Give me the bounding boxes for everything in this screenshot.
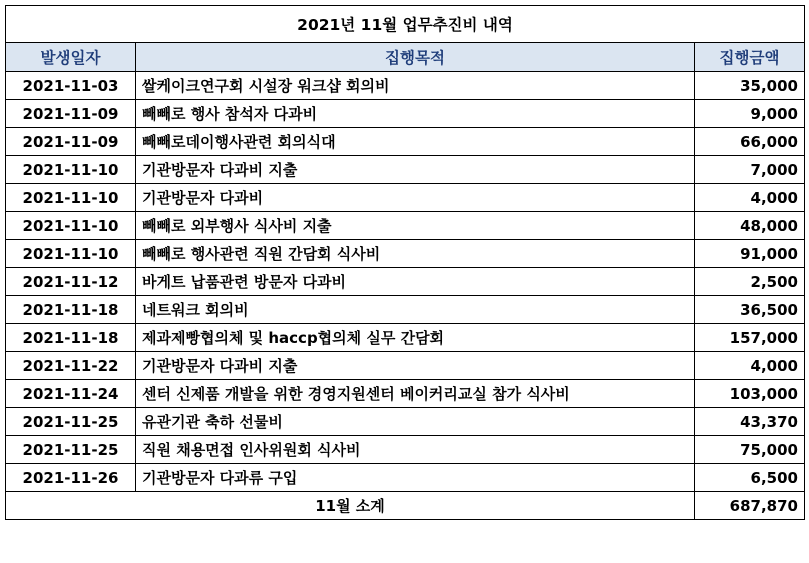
table-row	[6, 324, 805, 352]
cell-amount: 4,000	[695, 352, 805, 380]
cell-date: 2021-11-09	[6, 128, 136, 156]
total-label: 11월 소계	[6, 492, 695, 520]
header-amount: 집행금액	[695, 43, 805, 72]
cell-purpose: 바게트 납품관련 방문자 다과비	[136, 268, 695, 296]
header-date: 발생일자	[6, 43, 136, 72]
cell-date: 2021-11-10	[6, 240, 136, 268]
cell-purpose: 제과제빵협의체 및 haccp협의체 실무 간담회	[136, 324, 695, 352]
cell-amount: 6,500	[695, 464, 805, 492]
header-row	[6, 43, 805, 72]
table-row	[6, 464, 805, 492]
cell-amount: 157,000	[695, 324, 805, 352]
cell-amount: 48,000	[695, 212, 805, 240]
cell-purpose: 빼빼로 외부행사 식사비 지출	[136, 212, 695, 240]
table-row	[6, 268, 805, 296]
cell-date: 2021-11-12	[6, 268, 136, 296]
cell-purpose: 네트워크 회의비	[136, 296, 695, 324]
header-purpose: 집행목적	[136, 43, 695, 72]
table-title: 2021년 11월 업무추진비 내역	[6, 6, 805, 43]
cell-amount: 35,000	[695, 72, 805, 100]
expense-table	[5, 5, 805, 520]
table-row	[6, 296, 805, 324]
cell-date: 2021-11-26	[6, 464, 136, 492]
table-row	[6, 212, 805, 240]
cell-purpose: 기관방문자 다과류 구입	[136, 464, 695, 492]
cell-purpose: 빼빼로 행사관련 직원 간담회 식사비	[136, 240, 695, 268]
cell-amount: 4,000	[695, 184, 805, 212]
cell-date: 2021-11-25	[6, 408, 136, 436]
table-row	[6, 128, 805, 156]
cell-amount: 66,000	[695, 128, 805, 156]
total-row	[6, 492, 805, 520]
cell-amount: 43,370	[695, 408, 805, 436]
cell-amount: 7,000	[695, 156, 805, 184]
table-row	[6, 408, 805, 436]
cell-date: 2021-11-10	[6, 156, 136, 184]
table-row	[6, 72, 805, 100]
cell-date: 2021-11-09	[6, 100, 136, 128]
title-row	[6, 6, 805, 43]
cell-date: 2021-11-03	[6, 72, 136, 100]
cell-date: 2021-11-24	[6, 380, 136, 408]
cell-date: 2021-11-18	[6, 324, 136, 352]
cell-purpose: 빼빼로데이행사관련 회의식대	[136, 128, 695, 156]
table-row	[6, 100, 805, 128]
cell-amount: 91,000	[695, 240, 805, 268]
cell-date: 2021-11-10	[6, 212, 136, 240]
cell-amount: 2,500	[695, 268, 805, 296]
cell-date: 2021-11-22	[6, 352, 136, 380]
cell-amount: 36,500	[695, 296, 805, 324]
total-amount: 687,870	[695, 492, 805, 520]
cell-amount: 103,000	[695, 380, 805, 408]
table-row	[6, 436, 805, 464]
cell-purpose: 기관방문자 다과비	[136, 184, 695, 212]
cell-date: 2021-11-18	[6, 296, 136, 324]
cell-date: 2021-11-25	[6, 436, 136, 464]
table-row	[6, 240, 805, 268]
cell-purpose: 센터 신제품 개발을 위한 경영지원센터 베이커리교실 참가 식사비	[136, 380, 695, 408]
table-row	[6, 352, 805, 380]
table-row	[6, 380, 805, 408]
table-row	[6, 184, 805, 212]
cell-amount: 75,000	[695, 436, 805, 464]
table-row	[6, 156, 805, 184]
cell-purpose: 쌀케이크연구회 시설장 워크샵 회의비	[136, 72, 695, 100]
cell-purpose: 빼빼로 행사 참석자 다과비	[136, 100, 695, 128]
cell-purpose: 직원 채용면접 인사위원회 식사비	[136, 436, 695, 464]
cell-date: 2021-11-10	[6, 184, 136, 212]
cell-purpose: 기관방문자 다과비 지출	[136, 352, 695, 380]
cell-amount: 9,000	[695, 100, 805, 128]
cell-purpose: 기관방문자 다과비 지출	[136, 156, 695, 184]
cell-purpose: 유관기관 축하 선물비	[136, 408, 695, 436]
